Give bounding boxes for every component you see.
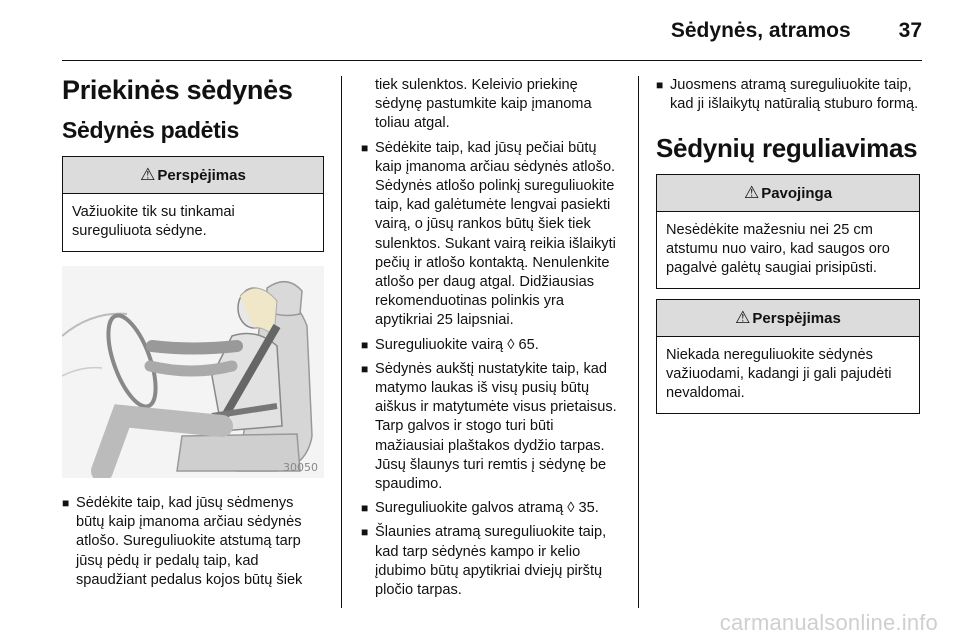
page-title: Priekinės sėdynės <box>62 75 293 105</box>
warning-label: Perspėjimas <box>157 166 246 184</box>
section-heading: Sėdynių reguliavimas <box>656 133 918 164</box>
column-2 <box>361 76 623 605</box>
bullet-list <box>62 494 324 590</box>
warning-header <box>657 300 919 337</box>
warning-text: Važiuokite tik su tinkamai sureguliuota sėdyne. <box>72 204 235 239</box>
list-item <box>361 499 623 518</box>
warning-box <box>62 156 324 252</box>
warning-triangle-icon: ⚠ <box>140 165 156 184</box>
warning-header <box>63 157 323 194</box>
square-bullet-icon: ■ <box>361 525 369 540</box>
danger-box <box>656 174 920 289</box>
column-divider-1 <box>341 76 342 608</box>
list-item-text: Sureguliuokite galvos atramą ◊ 35. <box>375 500 599 517</box>
danger-header <box>657 175 919 212</box>
column-divider-2 <box>638 76 639 608</box>
danger-text: Nesėdėkite mažesniu nei 25 cm atstumu nuo vairo, kad saugos oro pagalvė galėtų saugiai prisipūsti. <box>666 222 890 277</box>
list-item <box>656 76 920 114</box>
bullet-list <box>656 76 920 114</box>
warning-box <box>656 299 920 414</box>
list-item <box>361 360 623 494</box>
list-item <box>62 494 324 590</box>
list-item-text: Juosmens atramą sureguliuokite taip, kad ji išlaikytų natūralią stuburo formą. <box>670 77 919 113</box>
square-bullet-icon: ■ <box>361 501 369 516</box>
square-bullet-icon: ■ <box>62 496 70 510</box>
bullet-list <box>361 139 623 601</box>
list-item-text: Sėdėkite taip, kad jūsų pečiai būtų kaip įmanoma arčiau sėdynės atlošo. Sėdynės atlošo polinkį sureguliuokite taip, kad galėtumėte lengvai pasiekti vairą, o jūsų rankos būtų šiek tiek sulenktos. Sukant vairą reikia išlaikyti pečių ir atlošo kontaktą. Nenulenkite atlošo per daug atgal. Didžiausias rekomenduotinas polinkis yra apytikriai 25 laipsniai. <box>375 139 616 329</box>
square-bullet-icon: ■ <box>361 361 369 376</box>
column-1 <box>62 72 324 595</box>
section-title: Sėdynės, atramos <box>670 19 851 42</box>
driver-seat-drawing <box>62 266 324 478</box>
warning-triangle-icon: ⚠ <box>735 308 751 328</box>
seat-position-illustration <box>62 266 324 478</box>
page-header <box>62 14 922 48</box>
list-item-text: Sėdėkite taip, kad jūsų sėdmenys būtų kaip įmanoma arčiau sėdynės atlošo. Sureguliuokite atstumą tarp jūsų pėdų ir pedalų taip, kad spaudžiant pedalus kojos būtų šiek <box>76 495 303 588</box>
danger-label: Pavojinga <box>761 184 833 202</box>
list-item <box>361 139 623 331</box>
square-bullet-icon: ■ <box>361 140 369 155</box>
figure-number: 30050 <box>283 461 318 474</box>
list-item <box>361 336 623 355</box>
list-item-text: Šlaunies atramą sureguliuokite taip, kad tarp sėdynės kampo ir kelio įdubimo būtų apytikriai dviejų pirštų pločio tarpas. <box>375 524 607 599</box>
warning-text: Niekada nereguliuokite sėdynės važiuodami, kadangi ji gali pajudėti nevaldomai. <box>666 347 892 402</box>
continued-text: tiek sulenktos. Keleivio priekinę sėdynę pastumkite kaip įmanoma toliau atgal. <box>375 77 592 132</box>
square-bullet-icon: ■ <box>361 337 369 352</box>
list-item <box>361 523 623 600</box>
square-bullet-icon: ■ <box>656 78 664 92</box>
warning-triangle-icon: ⚠ <box>743 183 760 203</box>
watermark: carmanualsonline.info <box>719 610 938 635</box>
page-number: 37 <box>898 19 922 42</box>
list-item-text: Sureguliuokite vairą ◊ 65. <box>375 336 539 353</box>
subsection-title: Sėdynės padėtis <box>62 117 240 143</box>
list-item-text: Sėdynės aukštį nustatykite taip, kad matymo laukas iš visų pusių būtų aiškus ir matytumėte visus prietaisus. Tarp galvos ir stogo turi būti mažiausiai plaštakos dydžio tarpas. Jūsų šlaunys turi remtis į sėdynę be spaudimo. <box>375 360 617 493</box>
column-3 <box>656 76 920 424</box>
header-rule <box>62 60 922 61</box>
warning-label: Perspėjimas <box>752 309 841 327</box>
